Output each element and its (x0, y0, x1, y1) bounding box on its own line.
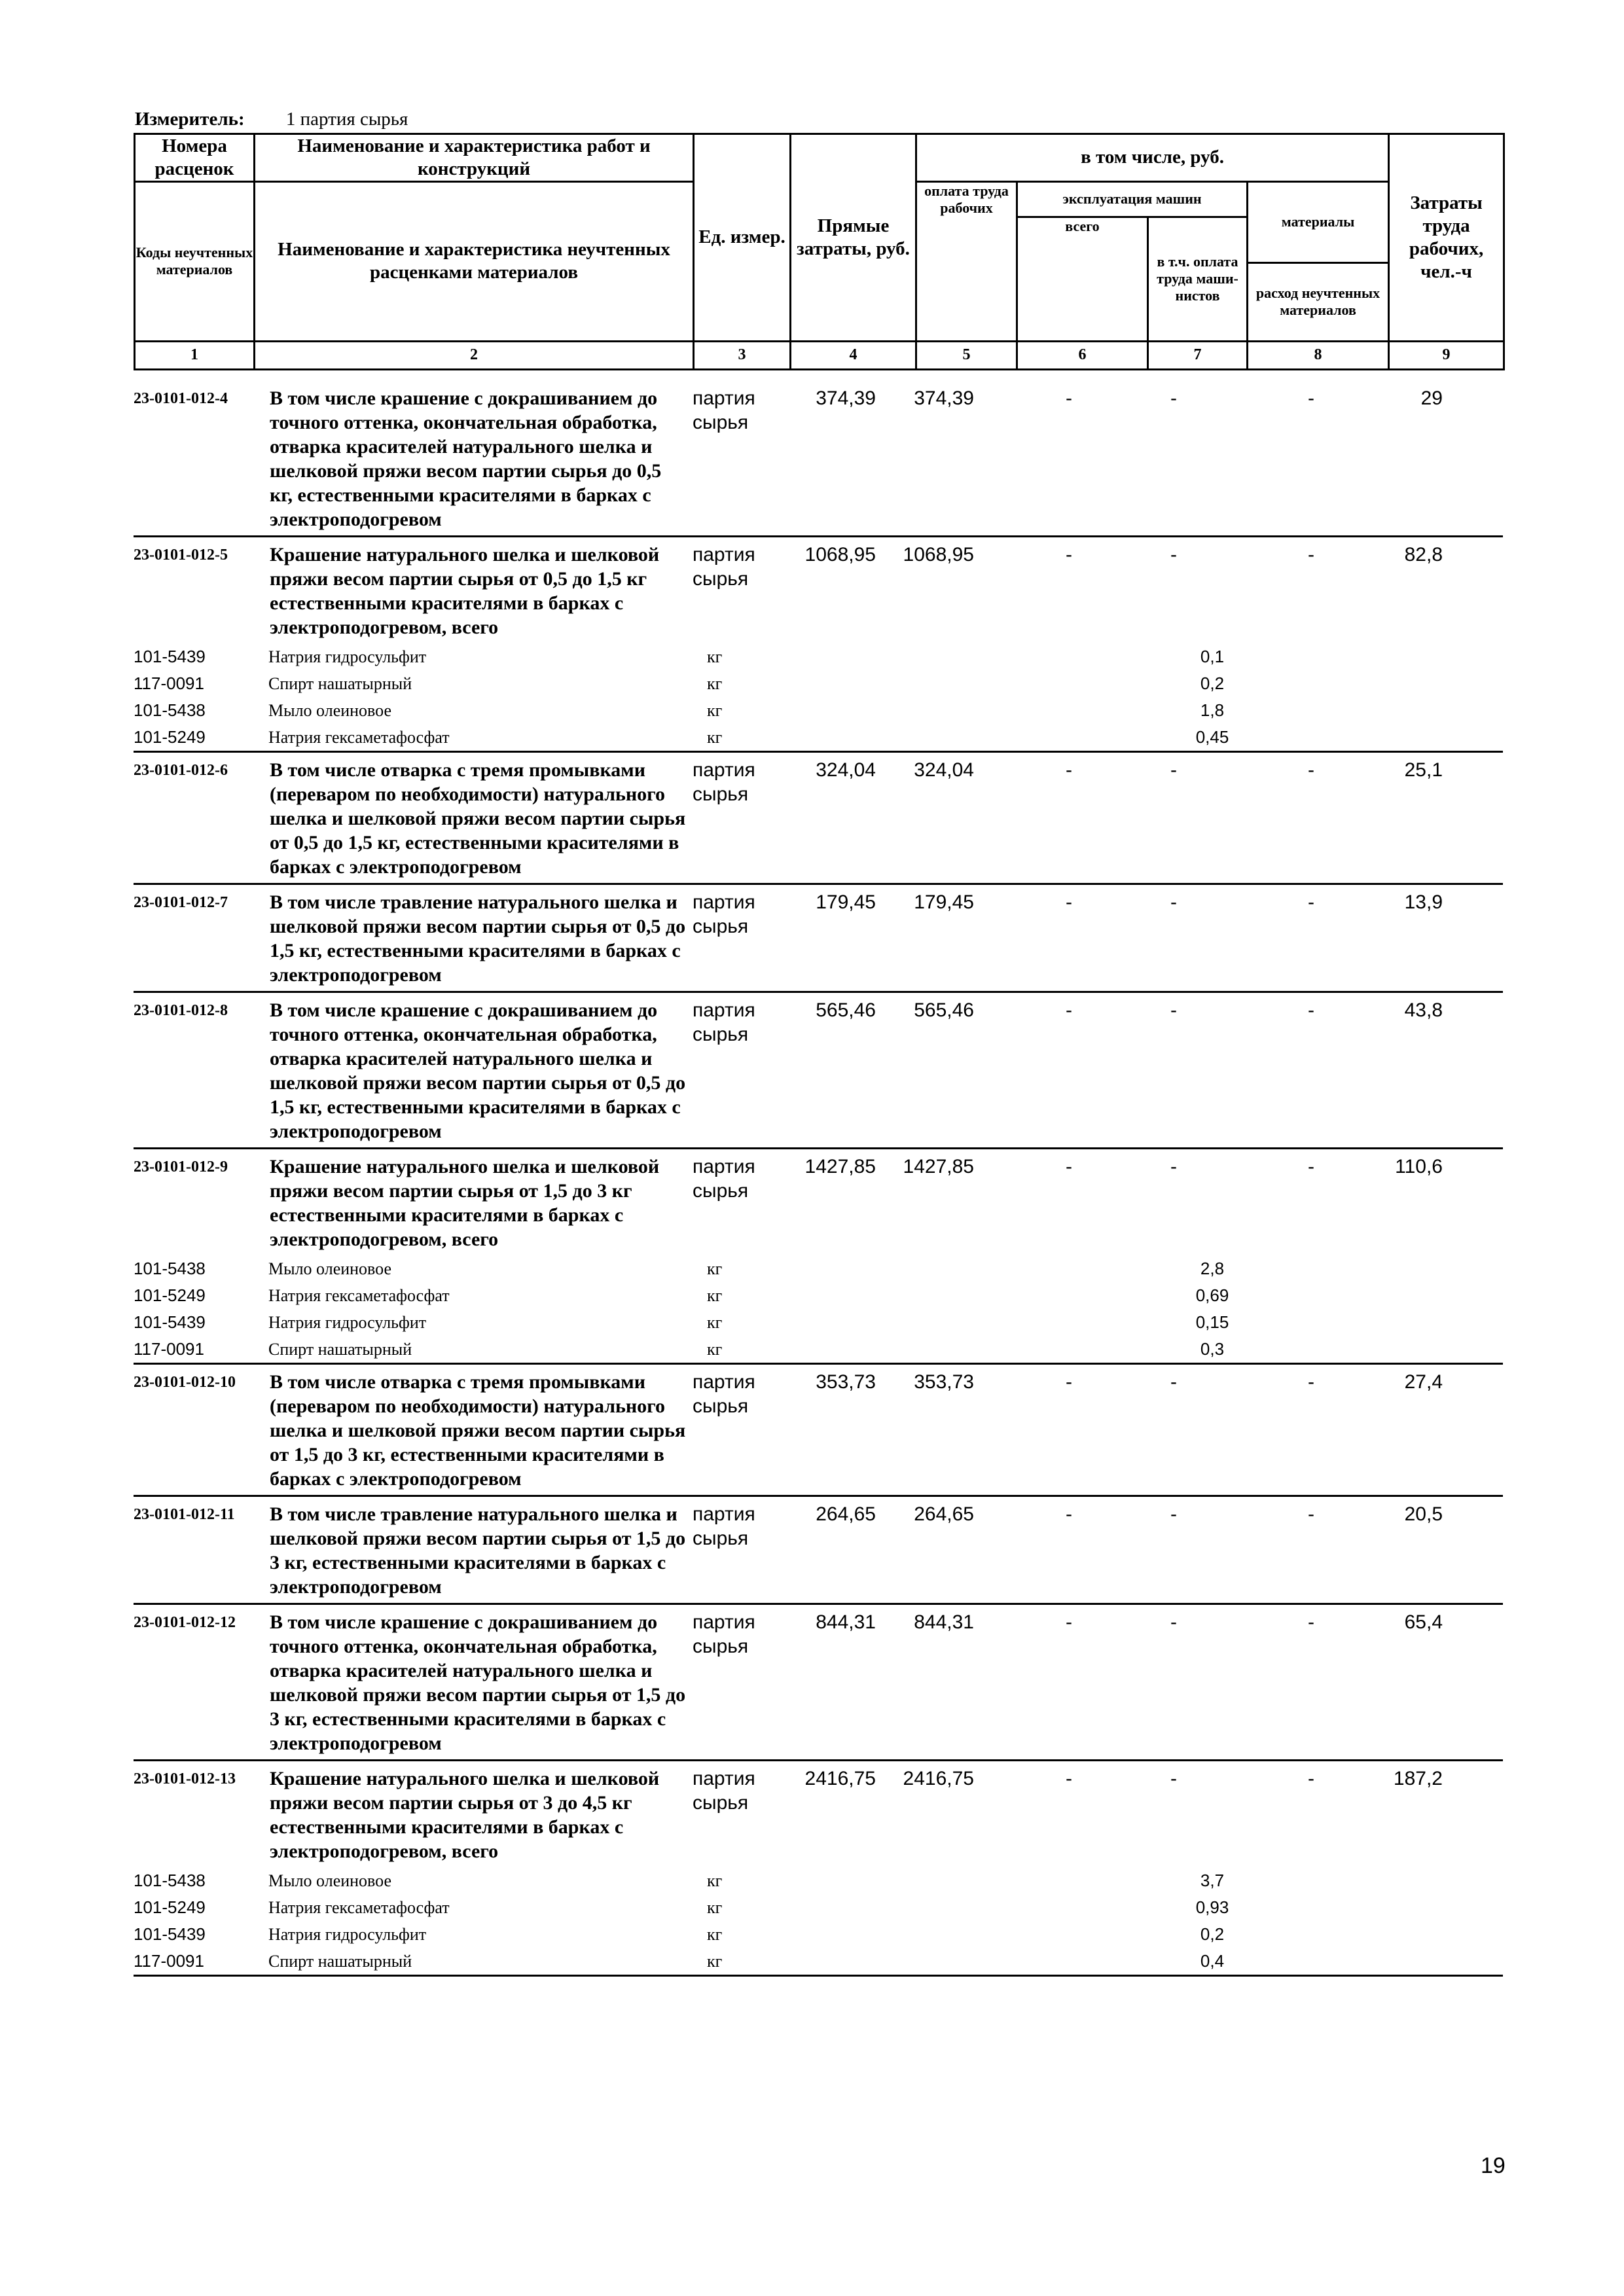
wage-cost: 1068,95 (903, 544, 974, 565)
rate-record (134, 758, 1503, 885)
header-materials-name: Наименование и характеристика неучтенных расценками материалов (255, 181, 694, 341)
rate-code: 23-0101-012-8 (134, 1002, 228, 1019)
colnum: 1 (135, 341, 255, 369)
machinist-wage: - (1170, 759, 1177, 781)
materials-list (134, 1255, 1503, 1365)
machine-cost: - (1066, 387, 1072, 409)
labor-cost: 187,2 (1393, 1768, 1443, 1789)
material-qty: 0,4 (1200, 1951, 1225, 1971)
header-machines: эксплуатация машин (1017, 181, 1248, 217)
header-labor: Затраты труда рабочих, чел.-ч (1389, 134, 1504, 342)
material-name: Спирт нашатырный (268, 1951, 412, 1971)
material-code: 117-0091 (134, 1951, 204, 1971)
wage-cost: 1427,85 (903, 1156, 974, 1177)
colnum: 3 (694, 341, 791, 369)
machine-cost: - (1066, 759, 1072, 781)
material-code: 101-5439 (134, 1312, 206, 1332)
machinist-wage: - (1170, 387, 1177, 409)
rate-row (134, 998, 1503, 1149)
header-materials: материалы (1248, 181, 1389, 262)
material-row (134, 670, 1503, 697)
material-unit: кг (707, 1259, 723, 1278)
materials-cost: - (1308, 891, 1314, 913)
rate-record (134, 890, 1503, 993)
rates-table-body (134, 386, 1503, 1977)
material-code: 101-5249 (134, 727, 206, 747)
wage-cost: 844,31 (914, 1611, 974, 1633)
rates-table-header (134, 133, 1505, 370)
direct-cost: 179,45 (816, 891, 876, 913)
direct-cost: 1068,95 (804, 544, 876, 565)
machine-cost: - (1066, 1503, 1072, 1525)
materials-cost: - (1308, 1156, 1314, 1177)
material-qty: 0,2 (1200, 673, 1225, 693)
machine-cost: - (1066, 1371, 1072, 1393)
material-unit: кг (707, 1951, 723, 1971)
wage-cost: 324,04 (914, 759, 974, 781)
material-row (134, 643, 1503, 670)
materials-cost: - (1308, 759, 1314, 781)
labor-cost: 82,8 (1404, 544, 1443, 565)
material-qty: 0,1 (1200, 647, 1225, 666)
rate-code: 23-0101-012-10 (134, 1374, 236, 1391)
material-code: 117-0091 (134, 1339, 204, 1359)
rate-code: 23-0101-012-5 (134, 547, 228, 564)
rate-record (134, 1370, 1503, 1497)
rate-record (134, 1502, 1503, 1605)
material-code: 101-5438 (134, 1259, 206, 1278)
material-code: 101-5439 (134, 647, 206, 666)
material-unit: кг (707, 1897, 723, 1917)
material-row (134, 1894, 1503, 1921)
rate-row (134, 1767, 1503, 1867)
wage-cost: 264,65 (914, 1503, 974, 1525)
labor-cost: 20,5 (1404, 1503, 1443, 1525)
rate-row (134, 890, 1503, 993)
material-row (134, 1282, 1503, 1309)
colnum: 2 (255, 341, 694, 369)
header-mach-wage: в т.ч. оплата труда маши-нистов (1148, 217, 1248, 341)
material-unit: кг (707, 1312, 723, 1332)
machine-cost: - (1066, 891, 1072, 913)
work-name: В том числе травление натурального шелка и шелковой пряжи весом партии сырья от 0,5 до 1,5 кг, естественными красителями в барках с электроподогревом (270, 891, 686, 986)
direct-cost: 264,65 (816, 1503, 876, 1525)
material-qty: 0,69 (1195, 1285, 1229, 1305)
machine-cost: - (1066, 1156, 1072, 1177)
rate-record (134, 1767, 1503, 1977)
material-unit: кг (707, 1924, 723, 1944)
direct-cost: 1427,85 (804, 1156, 876, 1177)
rate-code: 23-0101-012-7 (134, 894, 228, 911)
material-name: Натрия гидросульфит (268, 1924, 427, 1944)
header-work-name: Наименование и характеристика работ и конструкций (255, 134, 694, 182)
meter-line (135, 109, 408, 130)
materials-list (134, 1867, 1503, 1977)
material-unit: кг (707, 647, 723, 666)
unit-cell: партия сырья (693, 387, 755, 433)
rate-record (134, 998, 1503, 1149)
colnum: 9 (1389, 341, 1504, 369)
work-name: В том числе травление натурального шелка и шелковой пряжи весом партии сырья от 1,5 до 3 кг, естественными красителями в барках с электроподогревом (270, 1503, 686, 1598)
material-code: 117-0091 (134, 673, 204, 693)
materials-cost: - (1308, 1768, 1314, 1789)
labor-cost: 110,6 (1395, 1156, 1443, 1177)
materials-cost: - (1308, 999, 1314, 1021)
unit-cell: партия сырья (693, 999, 755, 1045)
work-name: Крашение натурального шелка и шелковой пряжи весом партии сырья от 3 до 4,5 кг естественными красителями в барках с электроподогревом, всего (270, 1768, 660, 1862)
rate-row (134, 386, 1503, 537)
header-wage: оплата труда рабочих (916, 181, 1017, 341)
material-name: Натрия гидросульфит (268, 1312, 427, 1332)
material-unit: кг (707, 727, 723, 747)
labor-cost: 43,8 (1404, 999, 1443, 1021)
rate-row (134, 1370, 1503, 1497)
rate-code: 23-0101-012-11 (134, 1506, 235, 1523)
material-unit: кг (707, 673, 723, 693)
header-direct: Прямые затраты, руб. (791, 134, 916, 342)
material-name: Натрия гексаметафосфат (268, 727, 450, 747)
rate-record (134, 1155, 1503, 1365)
rate-record (134, 1610, 1503, 1761)
wage-cost: 353,73 (914, 1371, 974, 1393)
material-row (134, 724, 1503, 751)
rate-record (134, 386, 1503, 537)
material-code: 101-5249 (134, 1897, 206, 1917)
material-row (134, 1336, 1503, 1363)
material-name: Натрия гексаметафосфат (268, 1897, 450, 1917)
materials-cost: - (1308, 544, 1314, 565)
material-name: Натрия гидросульфит (268, 647, 427, 666)
meter-value: 1 партия сырья (285, 109, 408, 130)
machinist-wage: - (1170, 999, 1177, 1021)
machine-cost: - (1066, 999, 1072, 1021)
direct-cost: 324,04 (816, 759, 876, 781)
machinist-wage: - (1170, 544, 1177, 565)
unit-cell: партия сырья (693, 1611, 755, 1657)
material-qty: 0,3 (1200, 1339, 1225, 1359)
direct-cost: 353,73 (816, 1371, 876, 1393)
machine-cost: - (1066, 1611, 1072, 1633)
work-name: В том числе крашение с докрашиванием до точного оттенка, окончательная обработка, отварка красителей натурального шелка и шелковой пряжи весом партии сырья от 0,5 до 1,5 кг, естественными красителями в барках с электроподогревом (270, 999, 686, 1142)
material-unit: кг (707, 1339, 723, 1359)
machinist-wage: - (1170, 1156, 1177, 1177)
material-name: Мыло олеиновое (268, 1259, 392, 1278)
material-row (134, 1948, 1503, 1975)
header-mach-total: всего (1017, 217, 1148, 341)
material-unit: кг (707, 700, 723, 720)
labor-cost: 65,4 (1404, 1611, 1443, 1633)
unit-cell: партия сырья (693, 1503, 755, 1549)
colnum: 8 (1248, 341, 1389, 369)
direct-cost: 374,39 (816, 387, 876, 409)
colnum: 4 (791, 341, 916, 369)
work-name: Крашение натурального шелка и шелковой пряжи весом партии сырья от 0,5 до 1,5 кг естественными красителями в барках с электроподогревом, всего (270, 544, 660, 638)
wage-cost: 565,46 (914, 999, 974, 1021)
material-row (134, 697, 1503, 724)
direct-cost: 844,31 (816, 1611, 876, 1633)
rate-code: 23-0101-012-4 (134, 390, 228, 407)
header-unit: Ед. измер. (694, 134, 791, 342)
material-code: 101-5439 (134, 1924, 206, 1944)
material-row (134, 1867, 1503, 1894)
material-name: Мыло олеиновое (268, 700, 392, 720)
work-name: В том числе крашение с докрашиванием до точного оттенка, окончательная обработка, отварка красителей натурального шелка и шелковой пряжи весом партии сырья до 0,5 кг, естественными красителями в барках с электроподогревом (270, 387, 662, 530)
labor-cost: 29 (1420, 387, 1443, 409)
rate-code: 23-0101-012-13 (134, 1770, 236, 1787)
rate-code: 23-0101-012-12 (134, 1614, 236, 1631)
header-mat-use: расход неучтенных материалов (1248, 262, 1389, 341)
material-row (134, 1309, 1503, 1336)
unit-cell: партия сырья (693, 759, 755, 805)
unit-cell: партия сырья (693, 544, 755, 590)
rate-row (134, 1502, 1503, 1605)
page-number: 19 (1481, 2153, 1506, 2178)
unit-cell: партия сырья (693, 1156, 755, 1202)
material-qty: 0,93 (1195, 1897, 1229, 1917)
work-name: В том числе крашение с докрашиванием до точного оттенка, окончательная обработка, отварка красителей натурального шелка и шелковой пряжи весом партии сырья от 1,5 до 3 кг, естественными красителями в барках с электроподогревом (270, 1611, 686, 1754)
labor-cost: 27,4 (1404, 1371, 1443, 1393)
rate-record (134, 543, 1503, 753)
machine-cost: - (1066, 544, 1072, 565)
header-incl: в том числе, руб. (916, 134, 1389, 182)
unit-cell: партия сырья (693, 1371, 755, 1417)
direct-cost: 2416,75 (804, 1768, 876, 1789)
labor-cost: 25,1 (1404, 759, 1443, 781)
rate-code: 23-0101-012-9 (134, 1158, 228, 1175)
rate-row (134, 1610, 1503, 1761)
material-qty: 0,45 (1195, 727, 1229, 747)
wage-cost: 179,45 (914, 891, 974, 913)
labor-cost: 13,9 (1404, 891, 1443, 913)
materials-cost: - (1308, 387, 1314, 409)
machinist-wage: - (1170, 1768, 1177, 1789)
wage-cost: 374,39 (914, 387, 974, 409)
meter-label: Измеритель: (135, 109, 245, 130)
materials-cost: - (1308, 1611, 1314, 1633)
header-codes: Коды неучтенных материалов (135, 181, 255, 341)
rate-row (134, 758, 1503, 885)
wage-cost: 2416,75 (903, 1768, 974, 1789)
work-name: В том числе отварка с тремя промывками (переваром по необходимости) натурального шелка и шелковой пряжи весом партии сырья от 1,5 до 3 кг, естественными красителями в барках с электроподогревом (270, 1371, 686, 1490)
material-qty: 0,15 (1195, 1312, 1229, 1332)
materials-cost: - (1308, 1371, 1314, 1393)
material-unit: кг (707, 1285, 723, 1305)
machinist-wage: - (1170, 1611, 1177, 1633)
material-code: 101-5438 (134, 1871, 206, 1890)
direct-cost: 565,46 (816, 999, 876, 1021)
material-row (134, 1921, 1503, 1948)
material-qty: 1,8 (1200, 700, 1225, 720)
header-number: Номера расценок (135, 134, 255, 182)
machinist-wage: - (1170, 1503, 1177, 1525)
material-name: Натрия гексаметафосфат (268, 1285, 450, 1305)
colnum: 7 (1148, 341, 1248, 369)
rate-row (134, 1155, 1503, 1255)
material-qty: 2,8 (1200, 1259, 1225, 1278)
colnum: 6 (1017, 341, 1148, 369)
material-row (134, 1255, 1503, 1282)
material-code: 101-5438 (134, 700, 206, 720)
materials-cost: - (1308, 1503, 1314, 1525)
material-qty: 0,2 (1200, 1924, 1225, 1944)
rate-code: 23-0101-012-6 (134, 762, 228, 779)
material-name: Спирт нашатырный (268, 1339, 412, 1359)
machine-cost: - (1066, 1768, 1072, 1789)
unit-cell: партия сырья (693, 891, 755, 937)
machinist-wage: - (1170, 1371, 1177, 1393)
rate-row (134, 543, 1503, 643)
colnum: 5 (916, 341, 1017, 369)
material-name: Мыло олеиновое (268, 1871, 392, 1890)
unit-cell: партия сырья (693, 1768, 755, 1814)
material-qty: 3,7 (1200, 1871, 1225, 1890)
work-name: Крашение натурального шелка и шелковой пряжи весом партии сырья от 1,5 до 3 кг естественными красителями в барках с электроподогревом, всего (270, 1156, 660, 1250)
material-unit: кг (707, 1871, 723, 1890)
materials-list (134, 643, 1503, 753)
material-code: 101-5249 (134, 1285, 206, 1305)
material-name: Спирт нашатырный (268, 673, 412, 693)
machinist-wage: - (1170, 891, 1177, 913)
work-name: В том числе отварка с тремя промывками (переваром по необходимости) натурального шелка и шелковой пряжи весом партии сырья от 0,5 до 1,5 кг, естественными красителями в барках с электроподогревом (270, 759, 686, 878)
